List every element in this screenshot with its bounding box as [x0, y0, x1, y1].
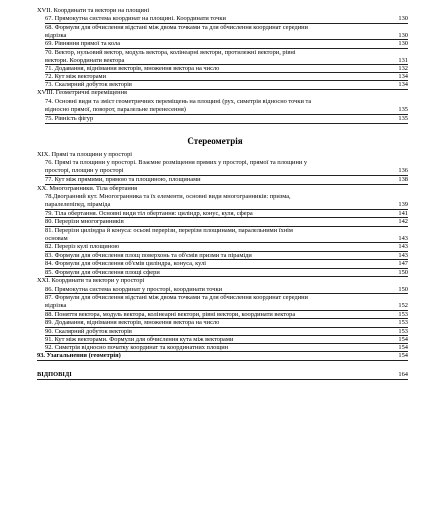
row-rule [45, 48, 408, 49]
row-rule [45, 310, 408, 311]
row-rule [37, 360, 408, 361]
row-rule [45, 184, 408, 185]
row-rule [45, 335, 408, 336]
toc-page: XVII. Координати та вектори на площині 67. Прямокутна система координат на площині. Координати точки 130 68. Формули для обчислення відстані між двома точками та для обчислення координат середини відрізка 130 69. Рівняння прямої та кола 130 70. Вектор, нульовий вектор, модуль вектора, колінеарні вектори, протилежні вектори, рівні вектори. Координати вектора 131 71. Додавання, віднімання векторів, множення вектора на число 132 72. Кут між векторами 134 73. Скалярний добуток векторів 134 XVIII. Геометричні переміщення 74. Основні види та зміст геометричних переміщень на площині (рух, симетрія відносно точки та відносно прямої, поворот, паралельне перенесення) 135 75. Рівність фігур 135 Стереометрія XIX. Прямі та площини у просторі 76. Прямі та площини у просторі. Взаємне розміщення прямих у просторі, прямої та площини у просторі, площин у просторі 136 77. Кут між прямими, прямою та площиною, площинами 138 XX. Многогранники. Тіла обертання 78.Двогранний кут. Многогранника та їх елементи, основні види многогранників: призма, паралелепіпед, піраміда 139 79. Тіла обертання. Основні види тіл обертання: циліндр, конус, куля, сфера 141 80. Перерізи многогранників 142 81. Перерізи циліндра й конуса: осьові перерізи, перерізи площинами, паралельними їхнім основам 143 82. Переріз кулі площиною 143 83. Формули для обчислення площ поверхонь та об'ємів призми та піраміди 143 84. Формули для обчислення об'ємів циліндра, конуса, кулі 147 85. Формули для обчислення площі сфери 150 XXI. Координати та вектори у просторі 86. Прямокутна система координат у просторі, координати точки 150 87. Формули для обчислення відстані між двома точками та для обчислення координат середини відрізка 152 88. Поняття вектора, модуль вектора, колінеарні вектори, рівні вектори, координати вектора 153 89. Додавання, віднімання векторів, множення вектора на число 153 90. Скалярний добуток векторів 153 91. Кут між векторами. Формули для обчислення кута між векторами 154 92. Симетрія відносно початку координат та координатних площин 154 93. Узагальнення (геометрія) 154 ВІДПОВІДІ 164 [0, 0, 430, 528]
row-rule [45, 242, 408, 243]
toc-section-title: XVII. Координати та вектори на площині [37, 7, 150, 14]
row-rule [45, 209, 408, 210]
row-rule [45, 80, 408, 81]
row-rule [45, 175, 408, 176]
row-rule [45, 327, 408, 328]
row-rule [45, 114, 408, 115]
row-rule [45, 64, 408, 65]
row-rule [45, 259, 408, 260]
row-rule [45, 268, 408, 269]
row-rule [45, 23, 408, 24]
row-rule [45, 318, 408, 319]
row-rule [37, 379, 408, 380]
row-rule [45, 72, 408, 73]
row-rule [45, 217, 408, 218]
row-rule [45, 226, 408, 227]
row-rule [45, 343, 408, 344]
row-rule [45, 276, 408, 277]
row-rule [45, 89, 408, 90]
row-rule [45, 251, 408, 252]
row-rule [45, 351, 408, 352]
row-rule [45, 123, 408, 124]
part-heading: Стереометрія [187, 136, 243, 146]
row-rule [45, 293, 408, 294]
row-rule [45, 39, 408, 40]
